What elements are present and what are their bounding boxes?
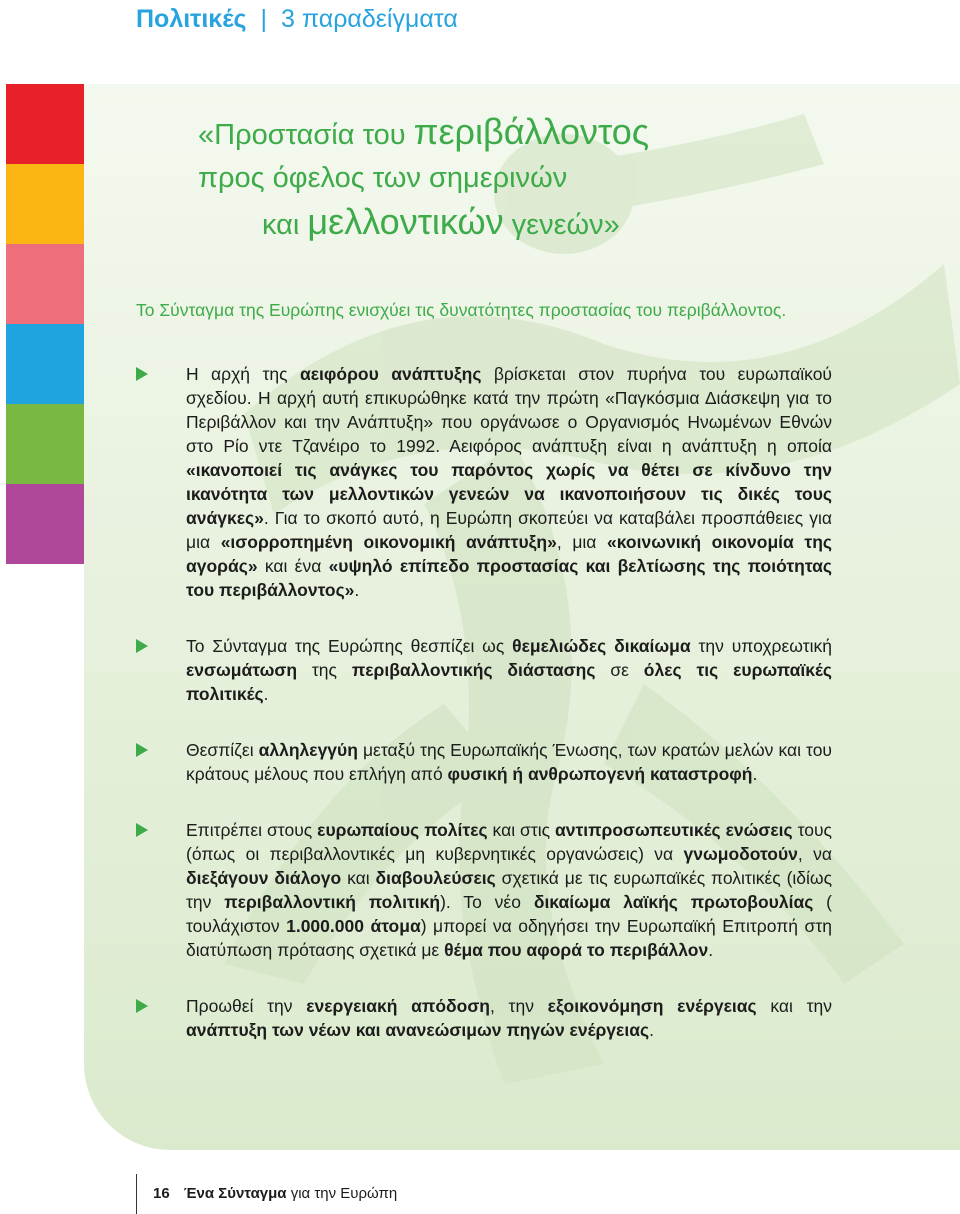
page-header bbox=[136, 2, 458, 36]
text-run: Θεσπίζει bbox=[186, 740, 259, 760]
bold-text: περιβαλλοντική πολιτική bbox=[224, 892, 441, 912]
bullet-arrow-icon bbox=[136, 367, 148, 381]
text-run: Η αρχή της bbox=[186, 364, 300, 384]
color-tab bbox=[6, 244, 84, 324]
title-small: του bbox=[362, 119, 414, 151]
title-line-3-post: γενεών» bbox=[503, 209, 620, 241]
bold-text: θεμελιώδες δικαίωμα bbox=[512, 636, 691, 656]
text-run: . Για το σκοπό αυτό, η Ευρώπη σκοπεύει να καταβάλει προσπάθειες για μια bbox=[186, 508, 832, 552]
text-run: και bbox=[341, 868, 376, 888]
text-run: . bbox=[649, 1020, 654, 1040]
bold-text: περιβαλλοντικής διάστασης bbox=[351, 660, 596, 680]
publication-title-rest: για την Ευρώπη bbox=[286, 1185, 398, 1202]
bullet-arrow-icon bbox=[136, 639, 148, 653]
bold-text: αλληλεγγύη bbox=[258, 740, 358, 760]
bold-text: ανάπτυξη των νέων και ανανεώσιμων πηγών ενέργειας bbox=[186, 1020, 650, 1040]
text-run: Επιτρέπει στους bbox=[186, 820, 318, 840]
title-line-2: προς όφελος των σημερινών bbox=[198, 162, 568, 194]
page-footer bbox=[136, 1174, 397, 1214]
text-run: . bbox=[354, 580, 360, 600]
body-content bbox=[136, 298, 832, 1074]
bullet-paragraph bbox=[136, 362, 832, 602]
color-tab bbox=[6, 84, 84, 164]
text-run: βρίσκεται στον πυρήνα του ευρωπαϊκού σχεδίου. Η αρχή αυτή επικυρώθηκε κατά την πρώτη «Παγκόσμια Διάσκεψη για το Περιβάλλον και την Ανάπτυξη» που οργάνωσε ο Οργανισμός Ηνωμένων Εθνών στο Ρίο ντε Τζανέιρο το 1992. Αειφόρος ανάπτυξη είναι η ανάπτυξη η οποία bbox=[186, 364, 832, 456]
bullet-list bbox=[136, 362, 832, 1042]
bold-text: αειφόρου ανάπτυξης bbox=[299, 364, 482, 384]
bullet-arrow-icon bbox=[136, 823, 148, 837]
title-open: «Προστασία bbox=[198, 119, 363, 151]
bullet-paragraph bbox=[136, 738, 832, 786]
text-run: ) μπορεί να οδηγήσει την Ευρωπαϊκή Επιτροπή στη διατύπωση πρότασης σχετικά με bbox=[186, 916, 832, 960]
bold-text: δικαίωμα λαϊκής πρωτοβουλίας bbox=[533, 892, 814, 912]
color-tab bbox=[6, 404, 84, 484]
title-line-3-big: μελλοντικών bbox=[307, 201, 504, 242]
text-run: της bbox=[297, 660, 352, 680]
bold-text: θέμα που αφορά το περιβάλλον bbox=[444, 940, 709, 960]
bold-text: «υψηλό επίπεδο προστασίας και βελτίωσης της ποιότητας του περιβάλλοντος» bbox=[186, 556, 832, 600]
text-run: ). Το νέο bbox=[440, 892, 534, 912]
bold-text: «ισορροπημένη οικονομική ανάπτυξη» bbox=[220, 532, 557, 552]
intro-paragraph: Το Σύνταγμα της Ευρώπης ενισχύει τις δυνατότητες προστασίας του περιβάλλοντος. bbox=[136, 300, 787, 320]
text-run: την υποχρεωτική bbox=[690, 636, 833, 656]
bold-text: φυσική ή ανθρωπογενή καταστροφή bbox=[447, 764, 753, 784]
publication-title-bold: Ένα Σύνταγμα bbox=[183, 1185, 287, 1202]
bold-text: διαβουλεύσεις bbox=[375, 868, 496, 888]
bold-text: εξοικονόμηση ενέργειας bbox=[547, 996, 757, 1016]
header-divider: | bbox=[260, 5, 267, 33]
text-run: , να bbox=[797, 844, 832, 864]
section-subtitle: 3 παραδείγματα bbox=[281, 5, 458, 33]
text-run: . bbox=[263, 684, 269, 704]
bold-text: γνωμοδοτούν bbox=[683, 844, 798, 864]
text-run: Το Σύνταγμα της Ευρώπης θεσπίζει ως bbox=[186, 636, 513, 656]
bold-text: ευρωπαίους πολίτες bbox=[317, 820, 488, 840]
bold-text: αντιπροσωπευτικές ενώσεις bbox=[554, 820, 793, 840]
text-run: σχετικά με τις ευρωπαϊκές πολιτικές (ιδίως την bbox=[186, 868, 833, 912]
bullet-paragraph bbox=[136, 634, 832, 706]
text-run: σε bbox=[595, 660, 644, 680]
color-tab-strip bbox=[6, 84, 84, 564]
title-big: περιβάλλοντος bbox=[413, 111, 650, 152]
bullet-paragraph bbox=[136, 818, 832, 962]
page-number: 16 bbox=[153, 1185, 170, 1202]
quote-title bbox=[198, 110, 898, 247]
section-category: Πολιτικές bbox=[136, 5, 247, 33]
text-run: και την bbox=[756, 996, 833, 1016]
bold-text: ενεργειακή απόδοση bbox=[306, 996, 490, 1016]
bullet-arrow-icon bbox=[136, 999, 148, 1013]
text-run: τους (όπως οι περιβαλλοντικές μη κυβερνητικές οργανώσεις) να bbox=[186, 820, 832, 864]
text-run: και ένα bbox=[257, 556, 329, 576]
text-run: , την bbox=[490, 996, 548, 1016]
text-run: Προωθεί την bbox=[186, 996, 307, 1016]
text-run: , μια bbox=[556, 532, 608, 552]
bullet-paragraph bbox=[136, 994, 832, 1042]
bold-text: όλες τις ευρωπαϊκές πολιτικές bbox=[186, 660, 833, 704]
bold-text: ενσωμάτωση bbox=[186, 660, 298, 680]
color-tab bbox=[6, 324, 84, 404]
text-run: ( τουλάχιστον bbox=[186, 892, 833, 936]
bullet-arrow-icon bbox=[136, 743, 148, 757]
text-run: . bbox=[708, 940, 714, 960]
title-line-3-pre: και bbox=[262, 209, 308, 241]
text-run: και στις bbox=[487, 820, 555, 840]
bold-text: «ικανοποιεί τις ανάγκες του παρόντος χωρίς να θέτει σε κίνδυνο την ικανότητα των μελλοντικών γενεών να ικανοποιήσουν τις δικές τους ανάγκες» bbox=[186, 460, 832, 528]
color-tab bbox=[6, 164, 84, 244]
text-run: μεταξύ της Ευρωπαϊκής Ένωσης, των κρατών μελών και του κράτους μέλους που επλήγη από bbox=[186, 740, 832, 784]
color-tab bbox=[6, 484, 84, 564]
text-run: . bbox=[752, 764, 758, 784]
title-line-3 bbox=[198, 200, 898, 247]
bold-text: 1.000.000 άτομα bbox=[286, 916, 421, 936]
bold-text: «κοινωνική οικονομία της αγοράς» bbox=[186, 532, 833, 576]
bold-text: διεξάγουν διάλογο bbox=[186, 868, 342, 888]
